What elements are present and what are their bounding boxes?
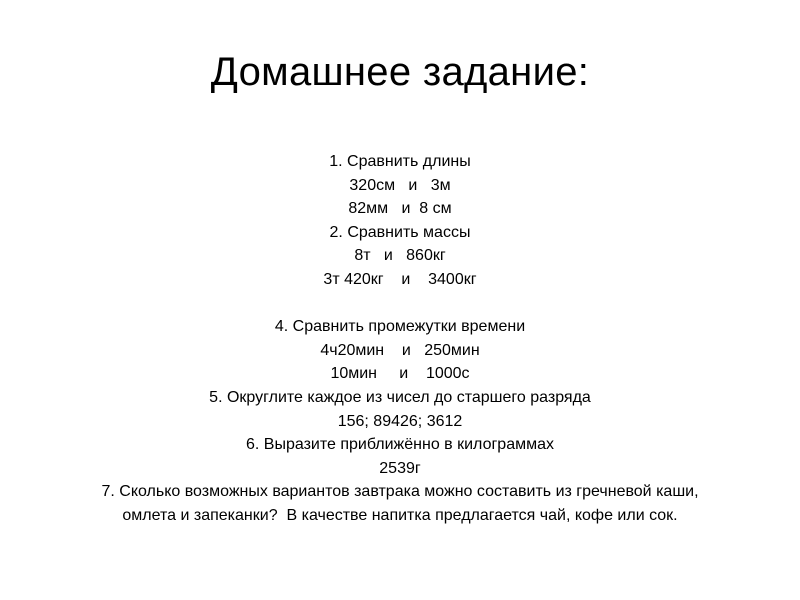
task-1-item-1: 320см и 3м <box>349 176 451 194</box>
task-7-line-2: омлета и запеканки? В качестве напитка предлагается чай, кофе или сок. <box>122 506 678 524</box>
task-4-item-2: 10мин и 1000с <box>330 365 470 383</box>
task-6-heading: 6. Выразите приближённо в килограммах <box>245 436 554 454</box>
blank-line <box>0 292 800 316</box>
task-2-item-1: 8т и 860кг <box>354 247 446 265</box>
task-4-heading: 4. Сравнить промежутки времени <box>274 318 526 336</box>
slide-title: Домашнее задание: <box>210 50 590 94</box>
task-2-heading: 2. Сравнить массы <box>329 223 471 241</box>
task-7-line-1: 7. Сколько возможных вариантов завтрака можно составить из гречневой каши, <box>101 483 699 501</box>
task-4-item-1: 4ч20мин и 250мин <box>320 341 480 359</box>
task-1-heading: 1. Сравнить длины <box>329 153 471 170</box>
task-6-value: 2539г <box>379 459 421 477</box>
task-5-numbers: 156; 89426; 3612 <box>337 412 463 430</box>
task-2-item-2: 3т 420кг и 3400кг <box>323 270 477 288</box>
homework-list <box>0 150 800 528</box>
task-5-heading: 5. Округлите каждое из чисел до старшего разряда <box>209 388 591 406</box>
task-1-item-2: 82мм и 8 см <box>348 200 452 218</box>
